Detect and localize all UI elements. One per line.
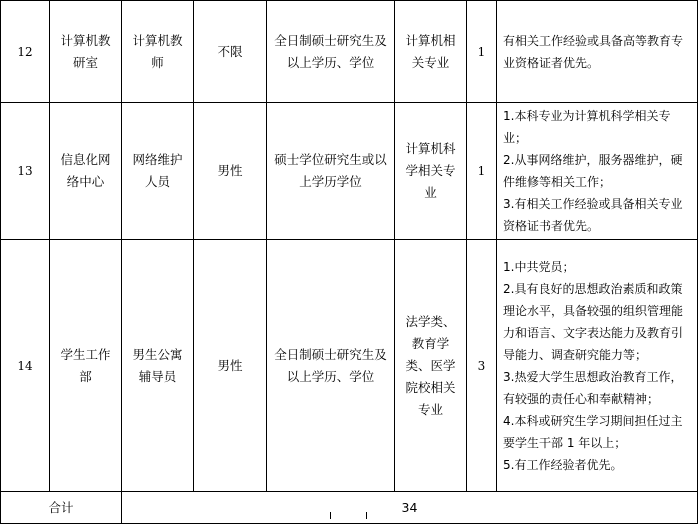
major-text: 计算机科学相关专业 bbox=[405, 141, 456, 200]
requirement-line: 3.热爱大学生思想政治教育工作，有较强的责任心和奉献精神； bbox=[503, 369, 683, 406]
headcount-cell: 1 bbox=[467, 1, 497, 103]
major-text: 法学类、教育学类、医学院校相关专业 bbox=[405, 313, 456, 417]
major-cell bbox=[395, 1, 467, 103]
major-cell bbox=[395, 240, 467, 492]
department-text: 学生工作部 bbox=[60, 346, 111, 384]
requirements-cell bbox=[497, 240, 698, 492]
department-text: 计算机教研室 bbox=[60, 32, 111, 70]
requirement-line: 3.有相关工作经验或具备相关专业资格证书者优先。 bbox=[503, 197, 683, 233]
table-row bbox=[1, 103, 698, 240]
requirement-line: 2.具有良好的思想政治素质和政策理论水平，具备较强的组织管理能力和语言、文字表达能力及教育引导能力、调查研究能力等； bbox=[503, 281, 684, 362]
table-row bbox=[1, 240, 698, 492]
position-text: 男生公寓辅导员 bbox=[132, 346, 183, 384]
position-cell bbox=[122, 1, 194, 103]
education-cell bbox=[267, 240, 395, 492]
education-text: 硕士学位研究生或以上学历学位 bbox=[274, 152, 387, 189]
page-break-mark bbox=[330, 512, 331, 519]
position-cell bbox=[122, 103, 194, 240]
education-text: 全日制硕士研究生及以上学历、学位 bbox=[274, 32, 387, 70]
department-cell bbox=[50, 103, 122, 240]
requirements-cell bbox=[497, 1, 698, 103]
requirement-line: 5.有工作经验者优先。 bbox=[503, 457, 623, 472]
headcount-cell: 1 bbox=[467, 103, 497, 240]
table-row bbox=[1, 1, 698, 103]
headcount-cell: 3 bbox=[467, 240, 497, 492]
department-text: 信息化网络中心 bbox=[60, 152, 111, 189]
total-value: 34 bbox=[122, 492, 698, 524]
position-text: 网络维护人员 bbox=[132, 152, 183, 189]
education-cell bbox=[267, 103, 395, 240]
education-cell bbox=[267, 1, 395, 103]
requirements-cell bbox=[497, 103, 698, 240]
requirement-line: 1.本科专业为计算机科学相关专业； bbox=[503, 109, 671, 145]
row-number: 13 bbox=[1, 103, 50, 240]
major-cell bbox=[395, 103, 467, 240]
requirement-line: 1.中共党员； bbox=[503, 259, 575, 274]
row-number: 14 bbox=[1, 240, 50, 492]
department-cell bbox=[50, 240, 122, 492]
position-text: 计算机教师 bbox=[132, 32, 183, 70]
department-cell bbox=[50, 1, 122, 103]
education-text: 全日制硕士研究生及以上学历、学位 bbox=[274, 346, 387, 384]
gender-cell: 男性 bbox=[194, 240, 267, 492]
major-text: 计算机相关专业 bbox=[405, 32, 456, 70]
row-number: 12 bbox=[1, 1, 50, 103]
requirement-line: 4.本科或研究生学习期间担任过主要学生干部 1 年以上； bbox=[503, 413, 683, 450]
gender-cell: 男性 bbox=[194, 103, 267, 240]
page-break-mark bbox=[366, 512, 367, 519]
total-label: 合计 bbox=[1, 492, 122, 524]
gender-cell: 不限 bbox=[194, 1, 267, 103]
requirement-line: 2.从事网络维护，服务器维护，硬件维修等相关工作； bbox=[503, 153, 683, 189]
position-cell bbox=[122, 240, 194, 492]
requirement-line: 有相关工作经验或具备高等教育专业资格证者优先。 bbox=[503, 33, 684, 70]
